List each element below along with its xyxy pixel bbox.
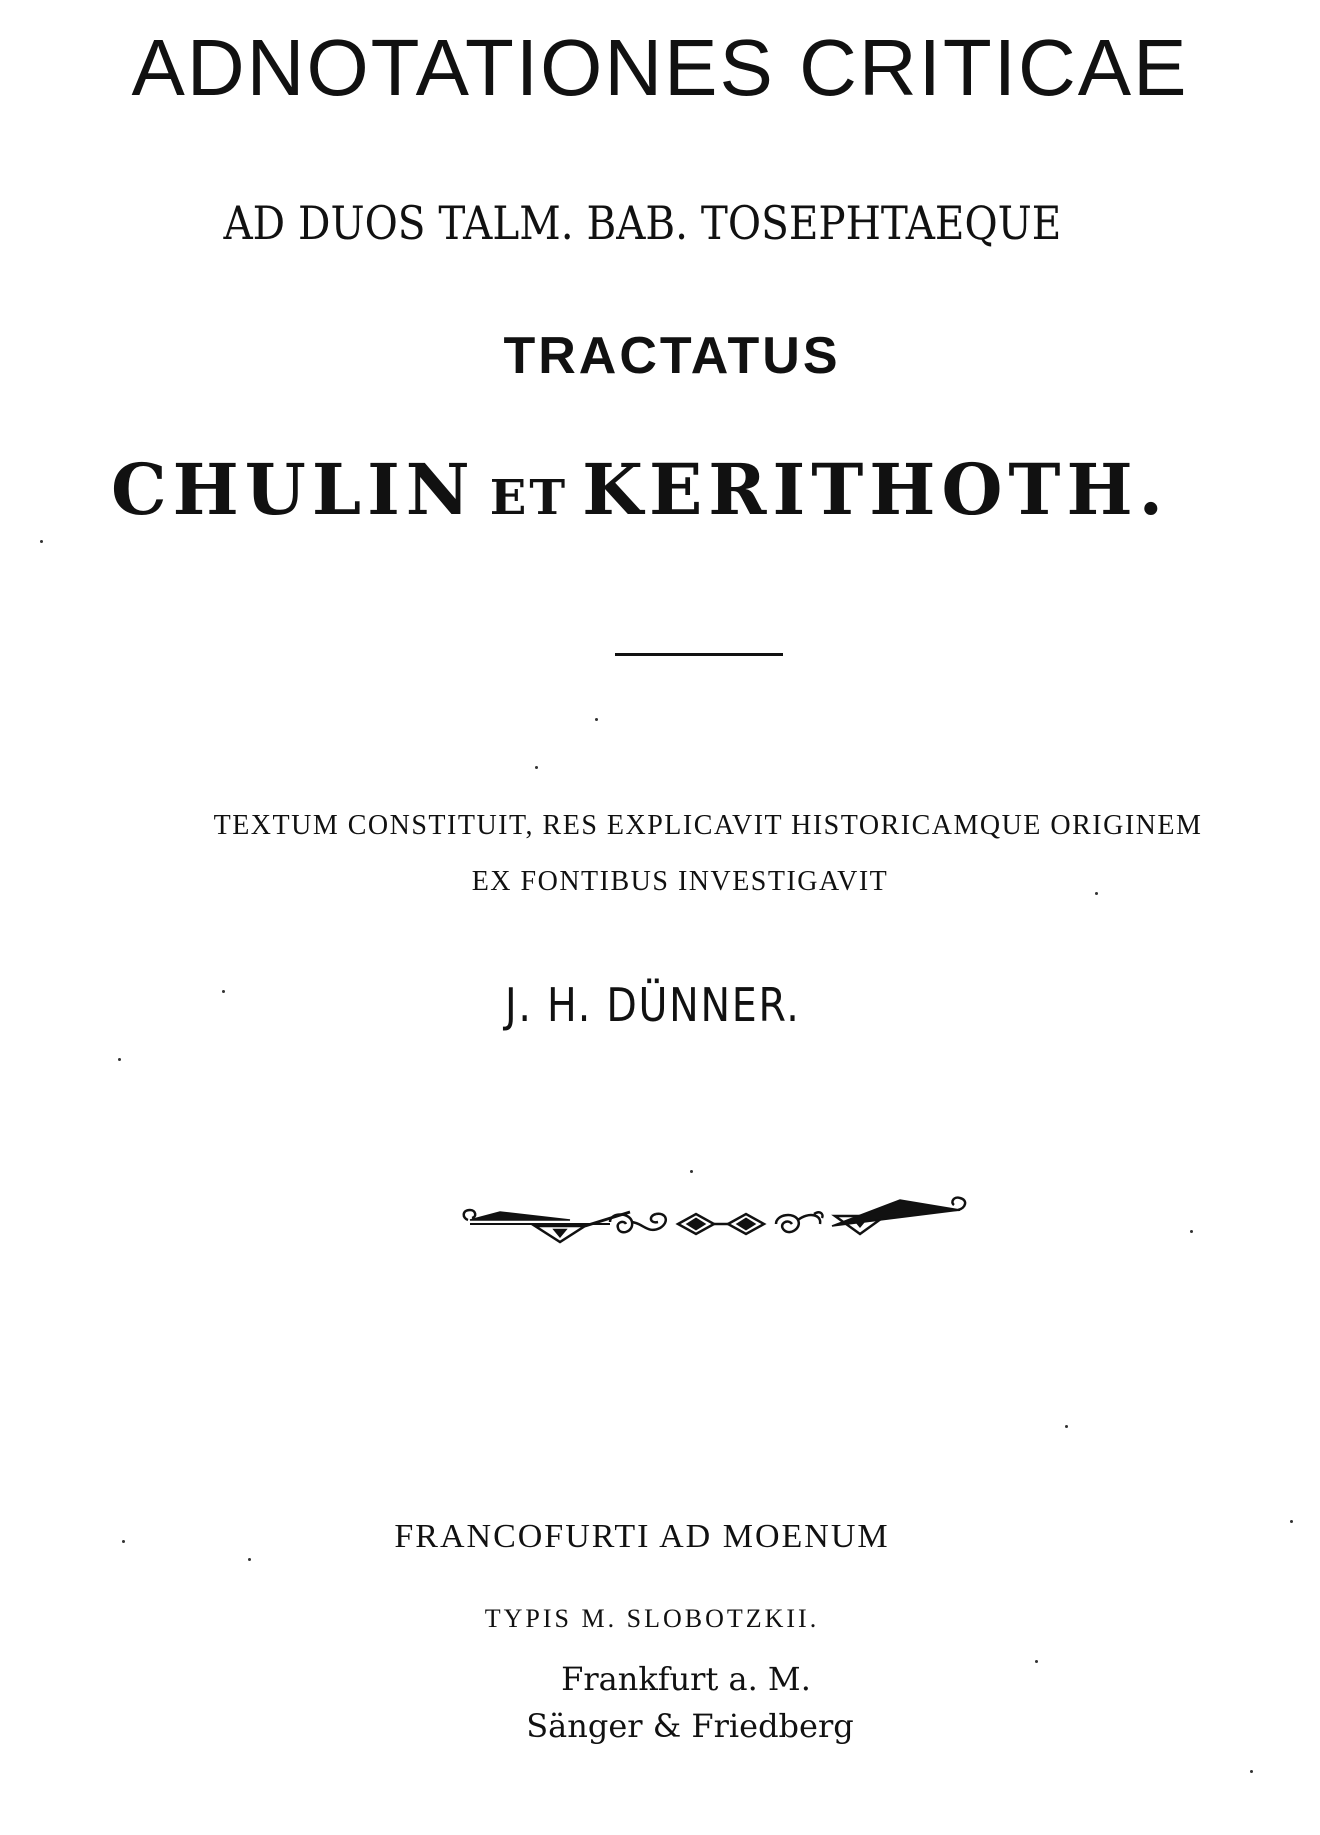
print-speck — [535, 766, 538, 769]
print-speck — [1250, 1770, 1253, 1773]
print-speck — [1290, 1520, 1293, 1523]
horizontal-rule — [615, 653, 783, 656]
print-speck — [1065, 1425, 1068, 1428]
print-speck — [1035, 1660, 1038, 1663]
tractate-kerithoth: KERITHOTH. — [582, 448, 1170, 531]
bookseller-name: Sänger & Friedberg — [526, 1707, 854, 1745]
author-name: J. H. DÜNNER. — [504, 978, 801, 1032]
subtitle: AD DUOS TALM. BAB. TOSEPHTAEQUE — [223, 196, 1062, 250]
print-speck — [118, 1058, 121, 1061]
tractatus-heading: TRACTATUS — [503, 327, 841, 385]
print-speck — [595, 718, 598, 721]
ornamental-scroll-divider-icon — [460, 1190, 970, 1260]
bookseller-city: Frankfurt a. M. — [561, 1660, 811, 1698]
print-speck — [248, 1558, 251, 1561]
credit-line-1: TEXTUM CONSTITUIT, RES EXPLICAVIT HISTORICAMQUE ORIGINEM — [213, 810, 1203, 841]
tractate-chulin: CHULIN — [110, 448, 476, 531]
credit-line-2: EX FONTIBUS INVESTIGAVIT — [471, 866, 889, 897]
print-speck — [1190, 1230, 1193, 1233]
print-speck — [690, 1170, 693, 1173]
print-speck — [1095, 892, 1098, 895]
main-title: ADNOTATIONES CRITICAE — [131, 23, 1189, 112]
print-speck — [40, 540, 43, 543]
print-speck — [222, 990, 225, 993]
place-of-publication: FRANCOFURTI AD MOENUM — [394, 1518, 890, 1555]
tractate-names — [0, 448, 1300, 531]
print-speck — [122, 1540, 125, 1543]
printer-line: TYPIS M. SLOBOTZKII. — [484, 1604, 820, 1633]
tractate-joiner: ET — [489, 470, 569, 526]
